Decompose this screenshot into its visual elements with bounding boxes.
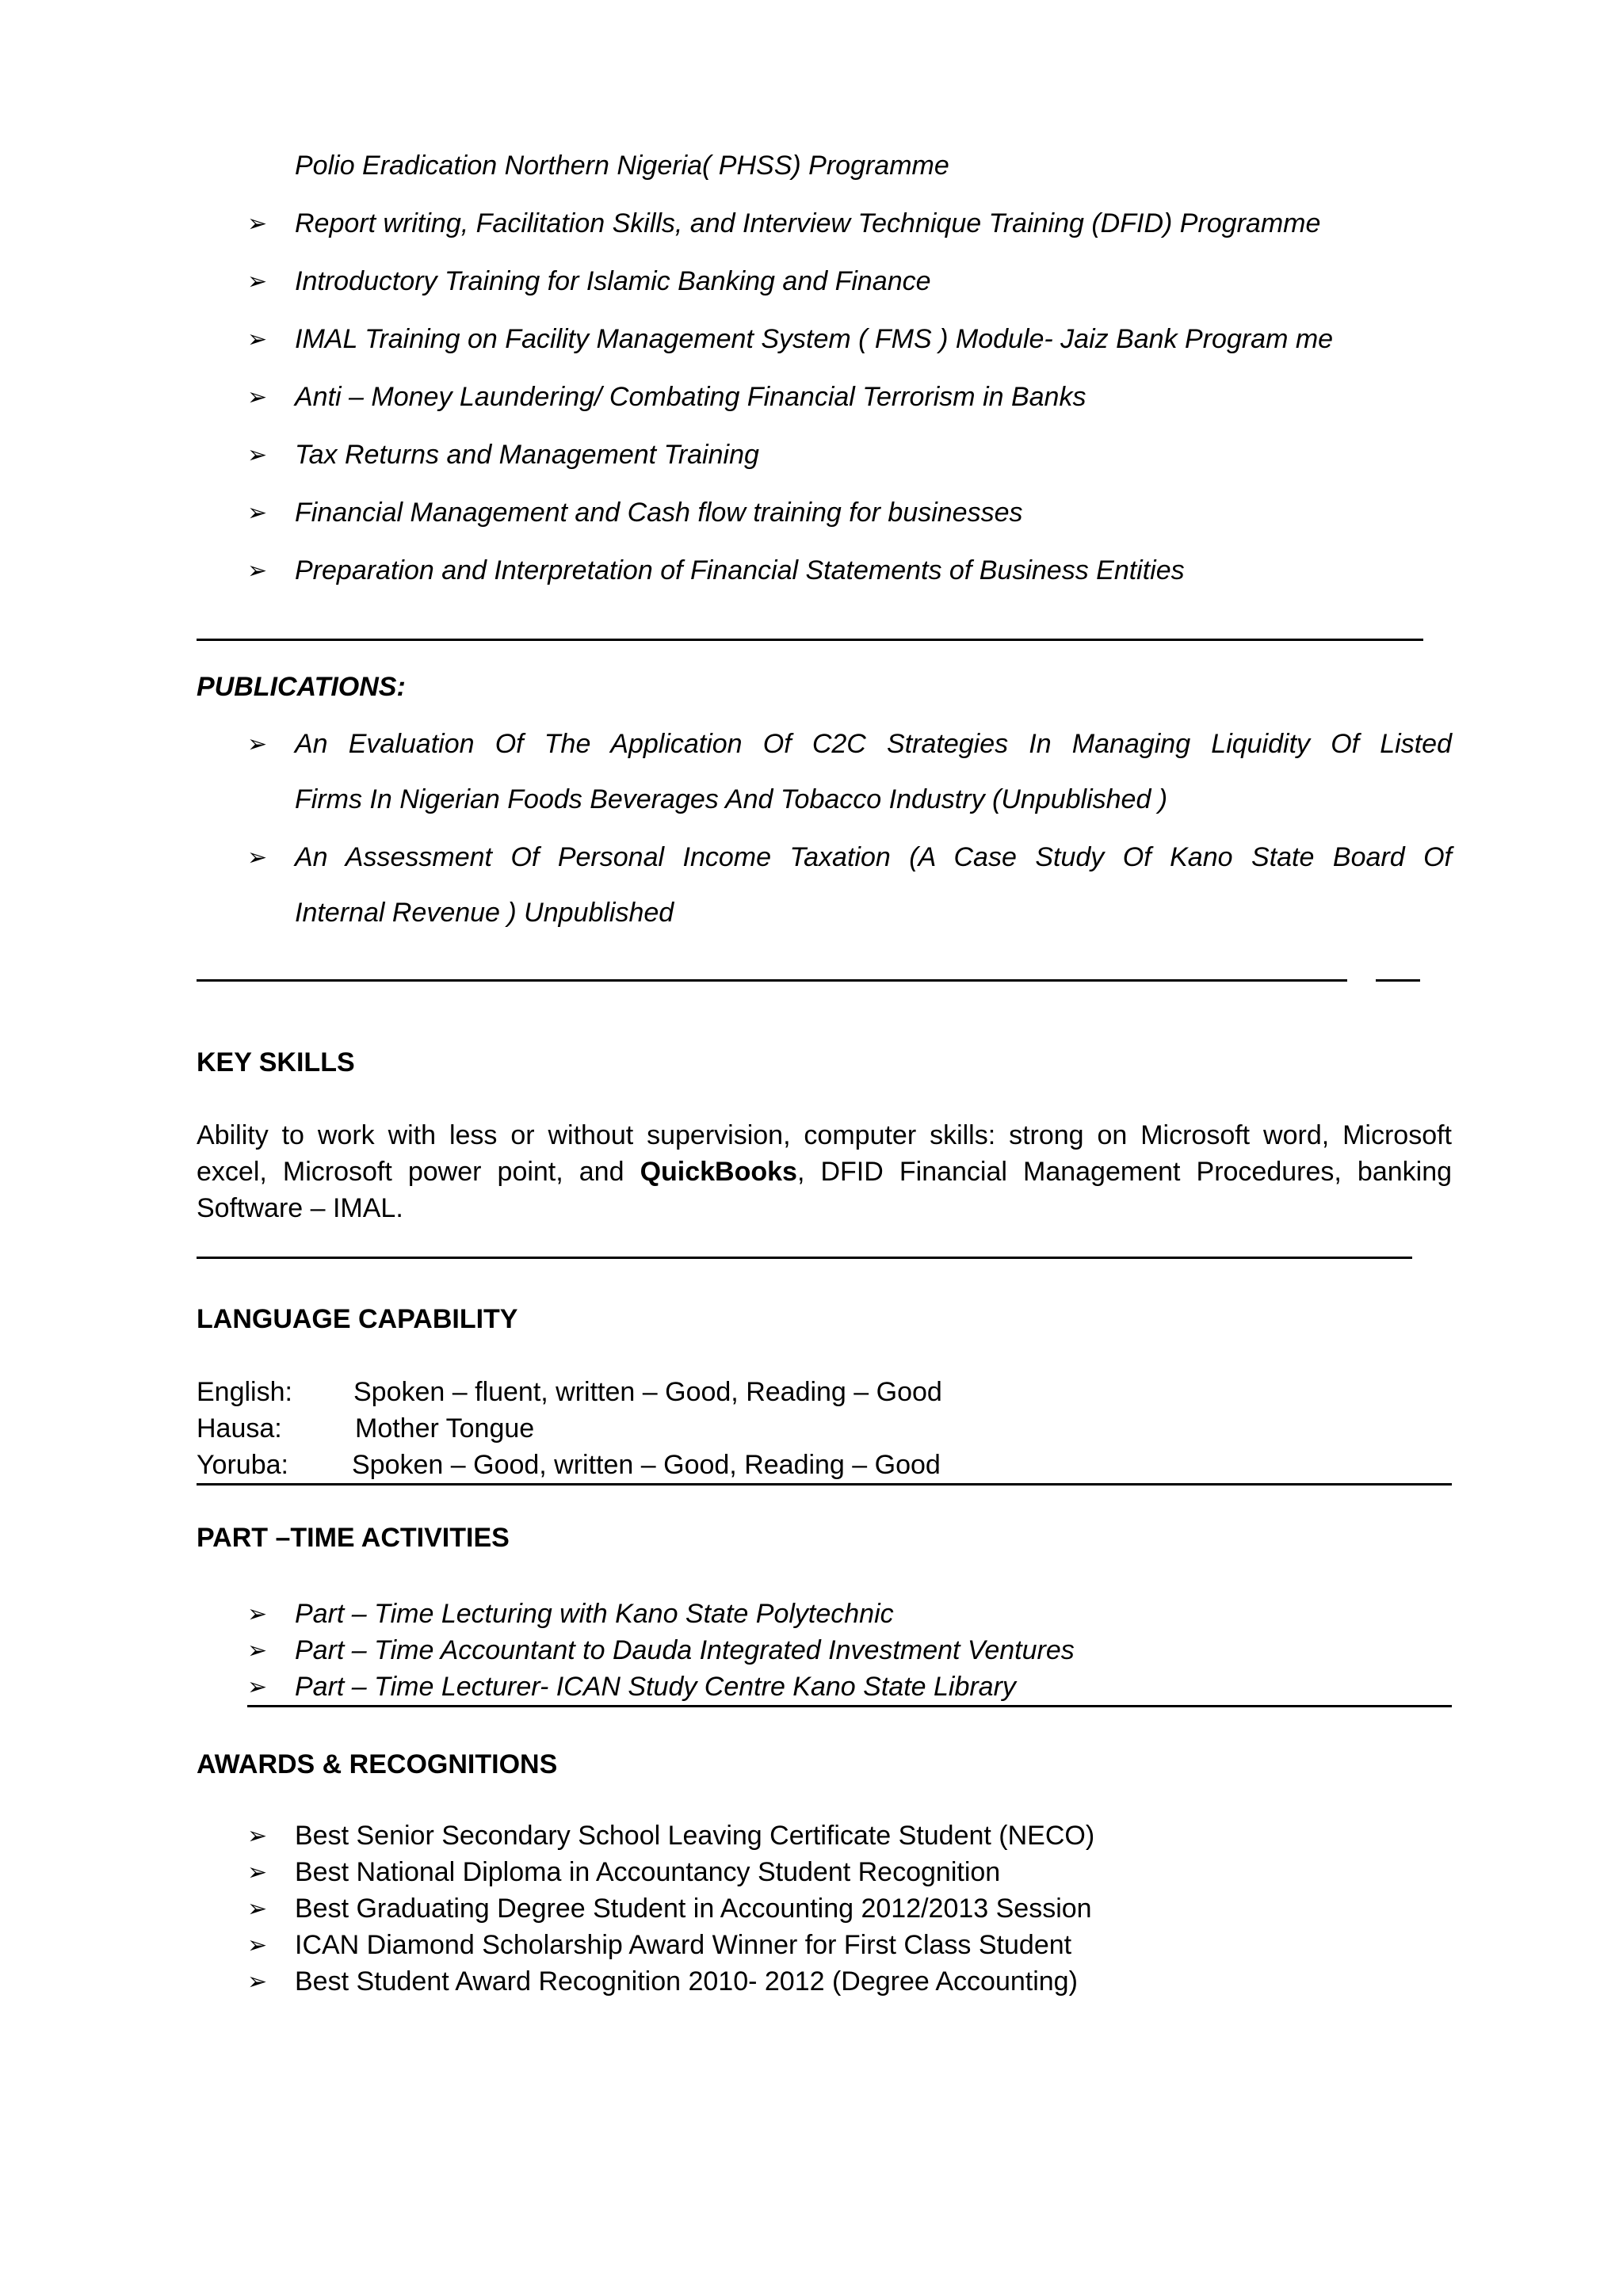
bullet-icon: ➢ xyxy=(247,1896,268,1922)
publications-heading: PUBLICATIONS: xyxy=(197,672,406,702)
language-name: English: xyxy=(197,1377,292,1407)
bullet-icon: ➢ xyxy=(247,731,268,757)
bullet-icon: ➢ xyxy=(247,1969,268,1995)
bullet-icon: ➢ xyxy=(247,558,268,584)
bullet-icon: ➢ xyxy=(247,442,268,468)
publication-line: Firms In Nigerian Foods Beverages And Tobacco Industry (Unpublished ) xyxy=(295,784,1168,814)
bullet-icon: ➢ xyxy=(247,269,268,295)
training-continuation: Polio Eradication Northern Nigeria( PHSS) Programme xyxy=(295,151,949,181)
language-name: Hausa: xyxy=(197,1413,282,1444)
bullet-icon: ➢ xyxy=(247,1859,268,1886)
language-detail: Spoken – Good, written – Good, Reading – Good xyxy=(352,1450,941,1480)
key-skills-text-part: excel, Microsoft power point, and xyxy=(197,1157,640,1187)
part-time-item: Part – Time Accountant to Dauda Integrated Investment Ventures xyxy=(295,1635,1075,1665)
key-skills-text: Ability to work with less or without supervision, computer skills: strong on Microsoft word, Microsoft xyxy=(197,1120,1452,1150)
publication-line: An Assessment Of Personal Income Taxation (A Case Study Of Kano State Board Of xyxy=(295,842,1452,872)
award-item: Best Senior Secondary School Leaving Certificate Student (NECO) xyxy=(295,1821,1095,1851)
key-skills-text-part: , DFID Financial Management Procedures, banking xyxy=(796,1157,1453,1187)
language-detail: Spoken – fluent, written – Good, Reading – Good xyxy=(353,1377,942,1407)
part-time-heading: PART –TIME ACTIVITIES xyxy=(197,1523,510,1553)
award-item: Best National Diploma in Accountancy Student Recognition xyxy=(295,1857,1001,1887)
bullet-icon: ➢ xyxy=(247,384,268,410)
key-skills-bold: QuickBooks xyxy=(640,1157,797,1187)
award-item: Best Graduating Degree Student in Accounting 2012/2013 Session xyxy=(295,1894,1092,1924)
part-time-item: Part – Time Lecturer- ICAN Study Centre Kano State Library xyxy=(295,1672,1016,1702)
bullet-icon: ➢ xyxy=(247,211,268,237)
awards-heading: AWARDS & RECOGNITIONS xyxy=(197,1749,558,1779)
training-item: Financial Management and Cash flow training for businesses xyxy=(295,498,1023,528)
training-item: Introductory Training for Islamic Banking and Finance xyxy=(295,266,931,296)
key-skills-heading: KEY SKILLS xyxy=(197,1047,355,1077)
language-name: Yoruba: xyxy=(197,1450,288,1480)
section-divider xyxy=(197,979,1347,982)
bullet-icon: ➢ xyxy=(247,1932,268,1958)
bullet-icon: ➢ xyxy=(247,845,268,871)
publication-line: Internal Revenue ) Unpublished xyxy=(295,898,674,928)
bullet-icon: ➢ xyxy=(247,326,268,353)
section-divider xyxy=(197,1257,1412,1259)
bullet-icon: ➢ xyxy=(247,1674,268,1700)
section-divider xyxy=(197,1483,1452,1486)
training-item: Tax Returns and Management Training xyxy=(295,440,759,470)
bullet-icon: ➢ xyxy=(247,500,268,526)
section-divider xyxy=(197,639,1423,641)
bullet-icon: ➢ xyxy=(247,1823,268,1849)
section-divider xyxy=(247,1705,1452,1707)
key-skills-text: Software – IMAL. xyxy=(197,1193,403,1223)
language-heading: LANGUAGE CAPABILITY xyxy=(197,1304,518,1334)
training-item: Report writing, Facilitation Skills, and Interview Technique Training (DFID) Programme xyxy=(295,208,1321,238)
training-item: Preparation and Interpretation of Financial Statements of Business Entities xyxy=(295,555,1185,585)
language-detail: Mother Tongue xyxy=(355,1413,535,1444)
publication-line: An Evaluation Of The Application Of C2C Strategies In Managing Liquidity Of Listed xyxy=(295,729,1452,759)
bullet-icon: ➢ xyxy=(247,1638,268,1664)
training-item: IMAL Training on Facility Management System ( FMS ) Module- Jaiz Bank Program me xyxy=(295,324,1334,354)
award-item: Best Student Award Recognition 2010- 2012 (Degree Accounting) xyxy=(295,1966,1078,1997)
bullet-icon: ➢ xyxy=(247,1601,268,1627)
award-item: ICAN Diamond Scholarship Award Winner for First Class Student xyxy=(295,1930,1072,1960)
key-skills-text xyxy=(197,1157,1452,1188)
training-item: Anti – Money Laundering/ Combating Financial Terrorism in Banks xyxy=(295,382,1086,412)
section-divider xyxy=(1376,979,1420,982)
part-time-item: Part – Time Lecturing with Kano State Polytechnic xyxy=(295,1599,894,1629)
